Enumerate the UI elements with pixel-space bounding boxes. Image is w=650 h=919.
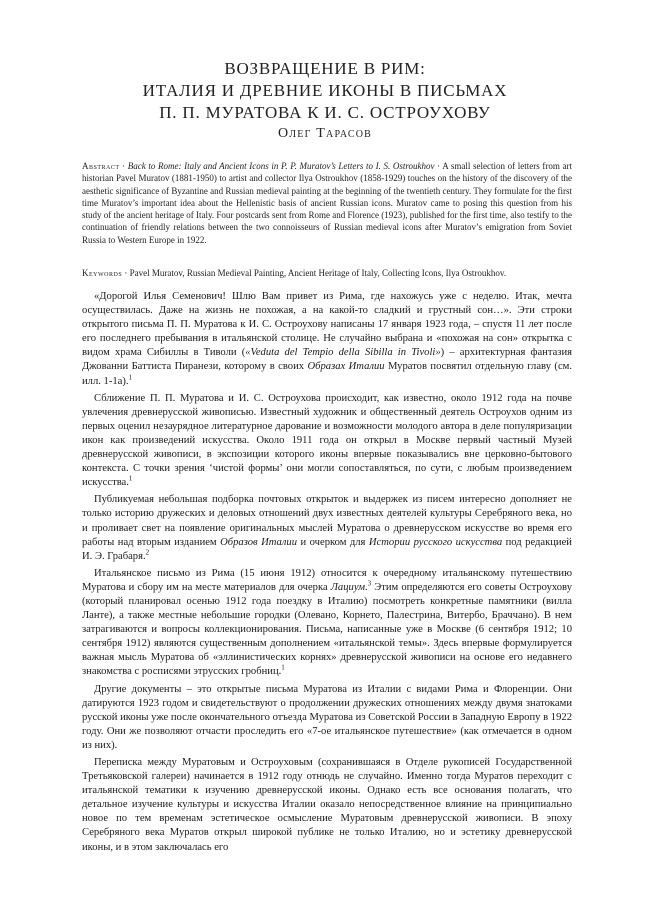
- keywords: [82, 267, 572, 279]
- title-line-2: ИТАЛИЯ И ДРЕВНИЕ ИКОНЫ В ПИСЬМАХ: [142, 81, 508, 100]
- article-body: [82, 290, 572, 855]
- abstract-label: Abstract: [82, 161, 120, 171]
- article-title: [0, 58, 650, 124]
- italic-text: «Veduta del Tempio della Sibilla in Tivoli»: [245, 347, 441, 359]
- title-line-3: П. П. МУРАТОВА К И. С. ОСТРОУХОВУ: [159, 103, 491, 122]
- paragraph-text: Итальянское письмо из Рима (15 июня 1912) относится к очередному итальянскому путешествию Муратова и сбору им на месте материалов для очерка: [82, 567, 572, 593]
- author-name: Олег Тарасов: [277, 126, 373, 141]
- italic-text: Образах Италии: [307, 361, 385, 373]
- paragraph-text: Публикуемая небольшая подборка почтовых открыток и выдержек из писем интересно дополняет не только историю дружеских и деловых отношений двух известных деятелей культуры Серебряного века, но и проливает свет на появление оригинальных мыслей Муратова о древнерусском искусстве во время его работы над вторым изданием: [82, 494, 572, 548]
- abstract-text: · A small selection of letters from art historian Pavel Muratov (1881-1950) to artist and collector Ilya Ostroukhov (1858-1929) touches on the history of the discovery of the aesthetic significance of Byzantine and Russian medieval painting at the beginning of the twentieth century. They formulate for the first time Muratov’s important idea about the Hellenistic basis of ancient Russian icons. Muratov came to posing this question from his study of the ancient heritage of Italy. Four postcards sent from Rome and Florence (1923), published for the first time, also testify to the continuation of friendly relations between the two connoisseurs of Russian medieval icons after Muratov’s emigration from Soviet Russia to Western Europe in 1922.: [82, 161, 573, 245]
- paragraph-text: ) – архитектурная фантазия Джованни Баттиста Пиранези, которому в своих: [82, 347, 573, 373]
- italic-text: Образов Италии: [220, 536, 298, 548]
- footnote-marker[interactable]: 3: [367, 579, 372, 588]
- paragraph-text: Муратов посвятил отдельную главу (см. илл. 1-1а).: [82, 361, 572, 387]
- paragraph-6: [82, 756, 572, 855]
- footnote-marker[interactable]: 1: [281, 663, 285, 672]
- italic-text: Лациум: [330, 581, 366, 593]
- paragraph-3: [82, 493, 572, 563]
- abstract-title: Back to Rome: Italy and Ancient Icons in P. P. Muratov’s Letters to I. S. Ostroukhov: [127, 161, 435, 171]
- italic-text: Истории русского искусства: [368, 536, 503, 548]
- paragraph-text: Сближение П. П. Муратова и И. С. Остроухова происходит, как известно, около 1912 года на почве увлечения древнерусской живописью. Известный художник и общественный деятель Остроухов одним из первых оценил незаурядное литературное дарование и возможности молодого автора в деле популяризации икон как произведений искусства. Около 1911 года он открыл в Москве первый частный Музей древнерусской живописи, в экспозиции которого иконы впервые показывались вне церковно-бытового контекста. С точки зрения ‘чистой формы’ они могли сопоставляться, по сути, с любым произведением искусства.: [82, 392, 572, 489]
- keywords-text: Pavel Muratov, Russian Medieval Painting, Ancient Heritage of Italy, Collecting Icons, Ilya Ostroukhov.: [129, 268, 507, 278]
- paragraph-text: .: [365, 581, 368, 593]
- paragraph-2: [82, 392, 572, 491]
- title-line-1: ВОЗВРАЩЕНИЕ В РИМ:: [224, 59, 426, 78]
- abstract: [82, 160, 572, 246]
- footnote-marker[interactable]: 1: [128, 474, 133, 483]
- paragraph-text: и очерком для: [297, 536, 369, 548]
- paragraph-1: [82, 290, 572, 389]
- abstract-separator: ·: [119, 161, 128, 171]
- paragraph-5: [82, 683, 572, 753]
- paragraph-text: Переписка между Муратовым и Остроуховым (сохранившаяся в Отделе рукописей Государственной Третьяковской галереи) начинается в 1912 году отнюдь не случайно. Именно тогда Муратов переходит с итальянской тематики к изучению древнерусской иконы. Однако есть все основания полагать, что детальное изучение культуры и искусства Италии оказало непосредственное влияние на принципиально новое по тем временам эстетическое осмысление Муратовым древнерусской живописи. В эпоху Серебряного века Муратов открыл широкой публике не только Италию, но и эстетику древнерусской иконы, и в этом заключалась его: [82, 757, 572, 853]
- keywords-label: Keywords: [82, 268, 123, 278]
- paragraph-text: Другие документы – это открытые письма Муратова из Италии с видами Рима и Флоренции. Они датируются 1923 годом и свидетельствуют о продолжении дружеских отношениях между двумя знатоками русской иконы уже после окончательного отъезда Муратова из Советской России в Западную Европу в 1922 году. Они же позволяют отчасти проследить его «7-ое итальянское путешествие» (как отмечается в одном из них).: [82, 683, 572, 751]
- paragraph-text: Этим определяются его советы Остроухову (который планировал осенью 1912 года поездку в Италию) посмотреть конкретные памятники (вилла Ланте), а также местные небольшие городки (Олевано, Корнето, Палестрина, Витербо, Браччано). В нем затрагиваются и вопросы коллекционирования. Письма, написанные уже в Москве (6 сентября 1912; 10 сентября 1912) являются существенным дополнением «итальянской темы». Здесь впервые формулируется важная мысль Муратова об «эллинистических корнях» древнерусской живописи на основе его недавнего знакомства с росписями этрусских гробниц.: [82, 581, 572, 678]
- paragraph-text: под редакцией И. Э. Грабаря.: [82, 536, 572, 562]
- keywords-separator: ·: [122, 268, 130, 278]
- footnote-marker[interactable]: 2: [145, 548, 150, 557]
- paragraph-4: [82, 567, 572, 680]
- paragraph-text: «Дорогой Илья Семенович! Шлю Вам привет из Рима, где нахожусь уже с неделю. Итак, мечта осуществилась. Даже на жизнь не похожая, а на какой-то сладкий и грустный сон…». Эти строки открытого письма П. П. Муратова к И. С. Остроухову написаны 17 января 1923 года, – спустя 11 лет после его последнего пребывания в итальянской столице. Не случайно выбрана и «похожая на сон» открытка с видом храма Сибиллы в Тиволи (: [82, 291, 572, 359]
- footnote-marker[interactable]: 1: [128, 373, 133, 382]
